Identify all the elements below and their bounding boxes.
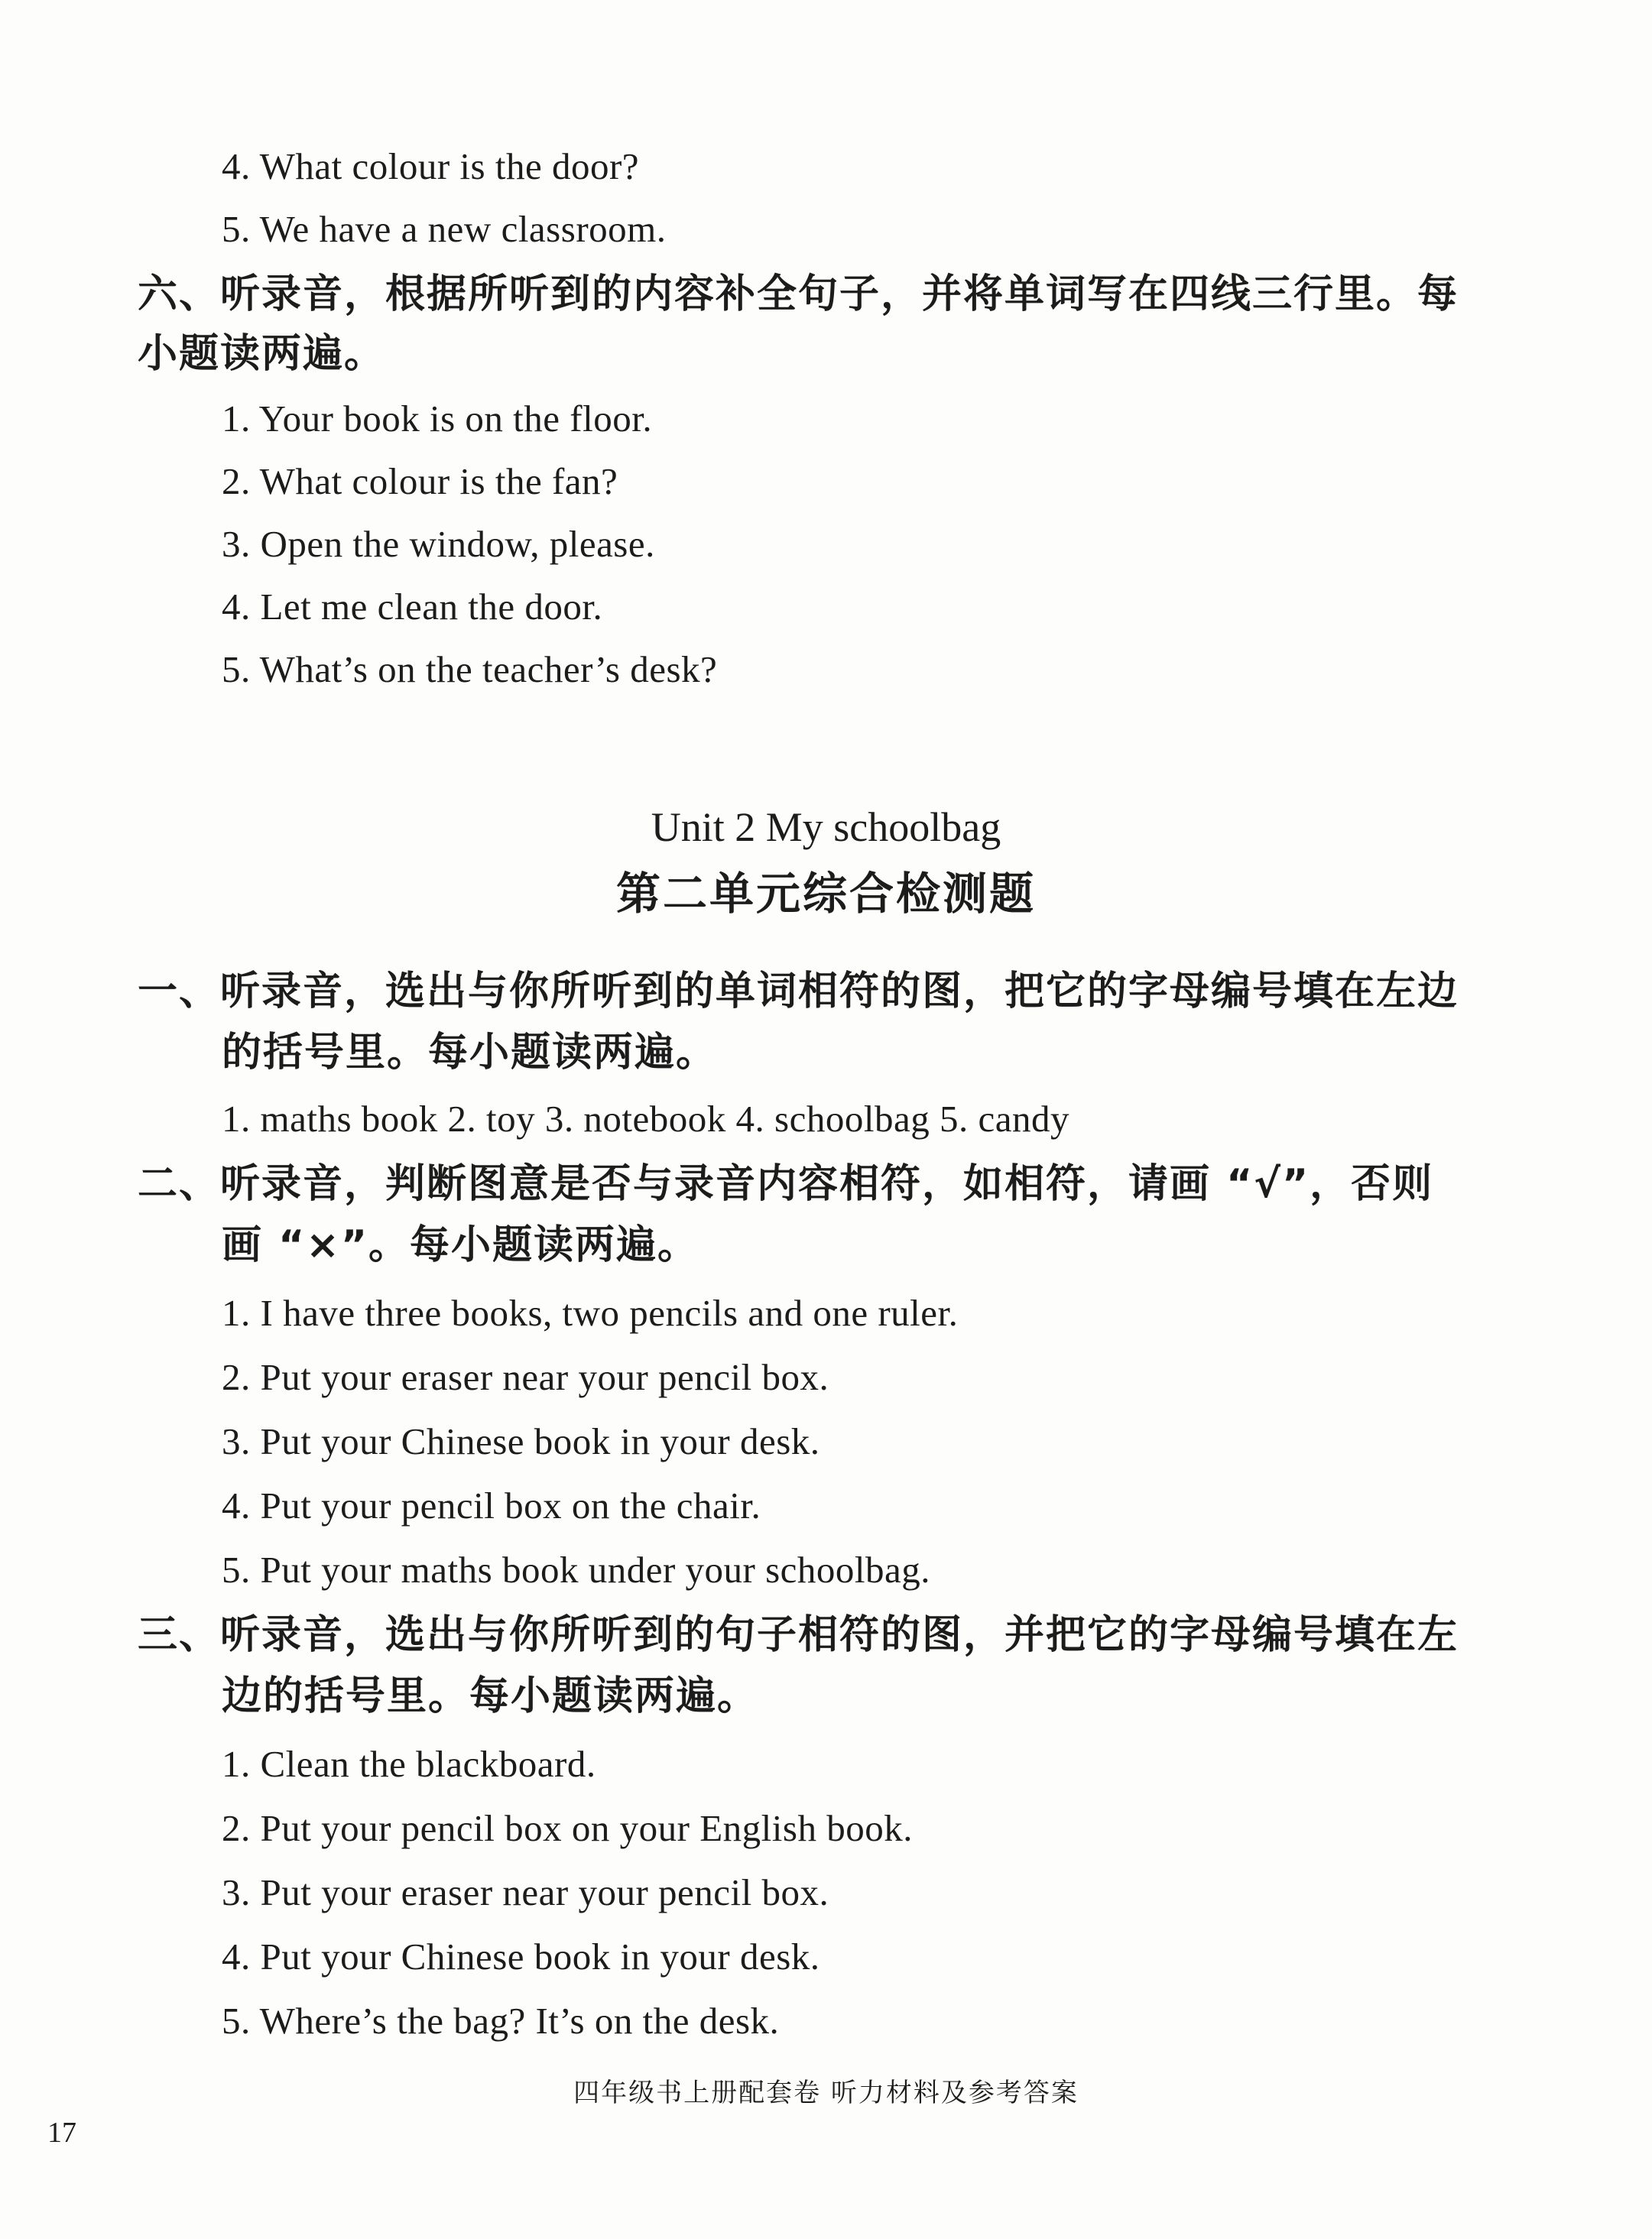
section6-heading-line2: 小题读两遍。 xyxy=(138,331,386,377)
section6-item-2: 2. What colour is the fan? xyxy=(222,460,618,502)
section6-item-5: 5. What’s on the teacher’s desk? xyxy=(222,648,718,690)
part3-heading-line1: 三、听录音，选出与你所听到的句子相符的图，并把它的字母编号填在左 xyxy=(138,1612,1459,1658)
part3-item-2: 2. Put your pencil box on your English book. xyxy=(222,1807,913,1849)
unit2-subtitle: 第二单元综合检测题 xyxy=(615,868,1036,920)
section6-heading-line1: 六、听录音，根据所听到的内容补全句子，并将单词写在四线三行里。每 xyxy=(138,271,1459,317)
section6-item-1: 1. Your book is on the floor. xyxy=(222,398,653,440)
part3-item-1: 1. Clean the blackboard. xyxy=(222,1743,596,1785)
part2-heading-line2: 画 “×”。每小题读两遍。 xyxy=(222,1222,699,1268)
part3-item-5: 5. Where’s the bag? It’s on the desk. xyxy=(222,2000,780,2042)
unit2-title: Unit 2 My schoolbag xyxy=(651,804,1001,850)
part3-item-4: 4. Put your Chinese book in your desk. xyxy=(222,1936,820,1978)
prev-item-5: 5. We have a new classroom. xyxy=(222,208,667,250)
part1-heading-line1: 一、听录音，选出与你所听到的单词相符的图，把它的字母编号填在左边 xyxy=(138,969,1459,1014)
part3-heading-line2: 边的括号里。每小题读两遍。 xyxy=(222,1673,759,1719)
part2-item-5: 5. Put your maths book under your schoolbag. xyxy=(222,1549,931,1591)
part2-item-1: 1. I have three books, two pencils and one ruler. xyxy=(222,1292,959,1334)
section6-item-3: 3. Open the window, please. xyxy=(222,523,655,565)
part3-item-3: 3. Put your eraser near your pencil box. xyxy=(222,1871,829,1913)
part1-items: 1. maths book 2. toy 3. notebook 4. schoolbag 5. candy xyxy=(222,1098,1069,1140)
part2-heading-line1: 二、听录音，判断图意是否与录音内容相符，如相符，请画 “√”，否则 xyxy=(138,1161,1434,1207)
section6-item-4: 4. Let me clean the door. xyxy=(222,586,603,628)
part2-item-4: 4. Put your pencil box on the chair. xyxy=(222,1485,761,1527)
part1-heading-line2: 的括号里。每小题读两遍。 xyxy=(222,1030,718,1076)
part2-item-3: 3. Put your Chinese book in your desk. xyxy=(222,1420,820,1462)
part2-item-2: 2. Put your eraser near your pencil box. xyxy=(222,1356,829,1398)
page-number: 17 xyxy=(47,2117,76,2149)
prev-item-4: 4. What colour is the door? xyxy=(222,145,640,187)
page-footer: 四年级书上册配套卷 听力材料及参考答案 xyxy=(573,2078,1079,2108)
